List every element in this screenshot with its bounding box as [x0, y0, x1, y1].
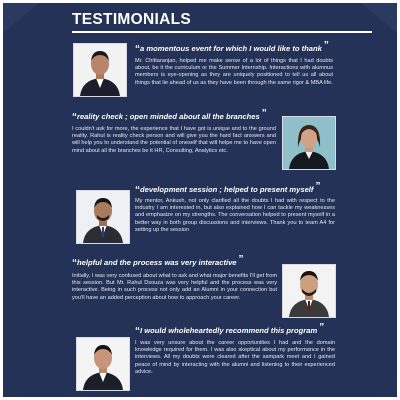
testimonial-5-body: I was very unsure about the career opportunities I had and the domain knowledge required for them. I was also skeptical about my performance in the interviews. All my doubts were cleared after the sampark meet and I gained peace of mind by interacting with the alumni and listening to their experienced advice.: [135, 340, 335, 375]
testimonials-page: [3, 3, 397, 397]
testimonial-3-photo: [76, 190, 130, 244]
testimonial-3-heading: “development session ; helped to present myself ”: [135, 181, 321, 196]
open-quote-icon: “: [135, 44, 140, 55]
testimonial-4-photo: [282, 264, 336, 318]
close-quote-icon: ”: [319, 322, 325, 333]
title-underline: [72, 31, 372, 33]
open-quote-icon: “: [135, 326, 140, 337]
testimonial-2-photo: [282, 116, 336, 170]
student-photo-5-icon: [77, 338, 129, 390]
testimonial-3-body: My mentor, Ankush, not only clarified all the doubts I had with respect to the industry I am interested in, but also explained how I can tackle my weaknesses and emphasize on my strengths. The conversation helped to present myself in a better way in both group discussions and interviews. Thank you to team A4 for setting up the session: [135, 198, 335, 233]
corner-decoration-right-icon: [361, 3, 397, 33]
testimonial-2-heading: “reality check ; open minded about all the branches ”: [72, 108, 267, 123]
student-photo-4-icon: [283, 265, 335, 317]
close-quote-icon: ”: [261, 108, 267, 119]
student-photo-1-icon: [74, 44, 126, 96]
page-title: TESTIMONIALS: [72, 11, 191, 28]
close-quote-icon: ”: [238, 254, 244, 265]
close-quote-icon: ”: [323, 40, 329, 51]
testimonial-2-body: I couldn't ask for more, the experience that I have got is unique and to the ground reality. Rahul is reality check person and will give you the hard fact answers and will help you to understand the potential of oneself that will helpe me to have open mind about all the branches be it HR, Consulting, Analytics etc.: [72, 126, 276, 154]
testimonial-1-heading: “a momentous event for which I would like to thank ”: [135, 40, 329, 55]
open-quote-icon: “: [72, 112, 77, 123]
student-photo-2-icon: [283, 117, 335, 169]
student-photo-3-icon: [77, 191, 129, 243]
testimonial-5-heading: “I would wholeheartedly recommend this program ”: [135, 322, 325, 337]
close-quote-icon: ”: [315, 181, 321, 192]
open-quote-icon: “: [135, 185, 140, 196]
open-quote-icon: “: [72, 258, 77, 269]
testimonial-1-photo: [73, 43, 127, 97]
corner-decoration-left-icon: [3, 3, 39, 33]
testimonial-5-photo: [76, 337, 130, 391]
testimonial-4-body: Initially, I was very confused about what to ask and what major benefits I'll get from this session. But Mr. Rahul Dsouza was very helpful and the process was very interactive. Being in such process not only add an Alumni in your connection but you'll have an added perception about how to approach your career.: [72, 273, 277, 301]
testimonial-1-body: Mr. Chittaranjan, helped me make sense of a lot of things that I had doubts about, be it the curriculum or the Summer Internship. Interactions with alumnus members is eye-opening as they are uniquely positioned to tell us all about things that lie ahead of us as they have been through the same rigor & MBA life.: [135, 58, 333, 86]
testimonial-4-heading: “helpful and the process was very interactive ”: [72, 254, 244, 269]
